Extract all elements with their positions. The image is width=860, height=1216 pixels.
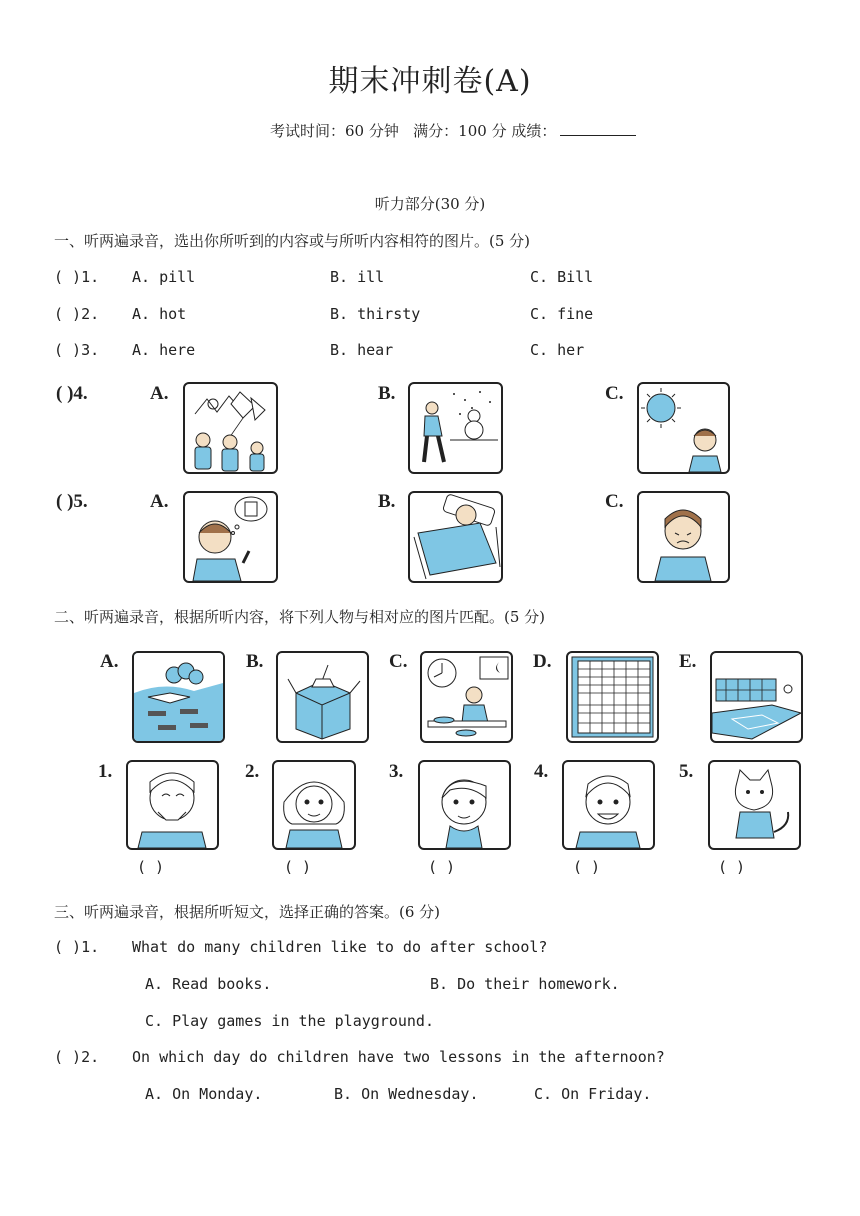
p2-answer-blank-4[interactable]: ( ) [573, 858, 601, 876]
sick-in-bed-picture[interactable] [408, 491, 503, 583]
listening-title: 听力部分(30 分) [374, 195, 486, 213]
p2-scene-label-d: D. [533, 651, 552, 672]
sun-girl-picture[interactable] [637, 382, 730, 474]
page-title: 期末冲刺卷(A) [328, 64, 532, 99]
exam-grade-label: 成绩： [511, 122, 557, 140]
p1-q1-option-a[interactable]: A. pill [132, 268, 196, 286]
p2-scene-label-c: C. [389, 651, 408, 672]
p2-person-label-4: 4. [534, 761, 549, 782]
p1-q5-num: ( )5. [56, 491, 88, 512]
person-4-smiling-boy[interactable] [562, 760, 655, 850]
p1-q4-label-a: A. [150, 383, 169, 404]
p3-q1-option-b[interactable]: B. Do their homework. [430, 975, 620, 993]
p1-q3-num: ( )3. [54, 341, 100, 359]
snowman-boy-picture[interactable] [408, 382, 503, 474]
p1-q1-option-c[interactable]: C. Bill [530, 268, 594, 286]
clock-eating-scene[interactable] [420, 651, 513, 743]
crying-boy-picture[interactable] [637, 491, 730, 583]
p1-q3-option-b[interactable]: B. hear [330, 341, 394, 359]
toy-car-box-scene[interactable] [276, 651, 369, 743]
p3-q2-num: ( )2. [54, 1048, 100, 1066]
thirsty-boy-picture[interactable] [183, 491, 278, 583]
p2-person-label-1: 1. [98, 761, 113, 782]
p3-q2-option-a[interactable]: A. On Monday. [145, 1085, 263, 1103]
p1-q4-label-b: B. [378, 383, 396, 404]
p2-person-label-5: 5. [679, 761, 694, 782]
p1-q4-label-c: C. [605, 383, 624, 404]
exam-full-score: 满分：100 分 [413, 122, 507, 140]
p1-q5-label-a: A. [150, 491, 169, 512]
p2-person-label-3: 3. [389, 761, 404, 782]
p2-answer-blank-2[interactable]: ( ) [284, 858, 312, 876]
p3-q1-option-c[interactable]: C. Play games in the playground. [145, 1012, 434, 1030]
p1-q3-option-a[interactable]: A. here [132, 341, 196, 359]
person-3-boy[interactable] [418, 760, 511, 850]
p2-answer-blank-3[interactable]: ( ) [428, 858, 456, 876]
p2-scene-label-e: E. [679, 651, 697, 672]
part2-heading: 二、听两遍录音，根据所听内容，将下列人物与相对应的图片匹配。(5 分) [54, 608, 546, 626]
p1-q2-option-a[interactable]: A. hot [132, 305, 187, 323]
p3-q2-option-c[interactable]: C. On Friday. [534, 1085, 652, 1103]
exam-time: 考试时间：60 分钟 [270, 122, 399, 140]
p2-answer-blank-5[interactable]: ( ) [718, 858, 746, 876]
p1-q1-option-b[interactable]: B. ill [330, 268, 385, 286]
p1-q4-num: ( )4. [56, 383, 88, 404]
grade-blank[interactable] [560, 121, 636, 136]
p3-q1-text: What do many children like to do after school? [132, 938, 548, 956]
p1-q5-label-c: C. [605, 491, 624, 512]
p3-q2-text: On which day do children have two lessons in the afternoon? [132, 1048, 665, 1066]
person-1-laughing-boy[interactable] [126, 760, 219, 850]
kite-children-picture[interactable] [183, 382, 278, 474]
p2-person-label-2: 2. [245, 761, 260, 782]
part3-heading: 三、听两遍录音，根据所听短文，选择正确的答案。(6 分) [54, 903, 441, 921]
p3-q1-num: ( )1. [54, 938, 100, 956]
person-2-girl[interactable] [272, 760, 356, 850]
timetable-scene[interactable] [566, 651, 659, 743]
person-5-cat[interactable] [708, 760, 801, 850]
exam-meta [270, 120, 636, 141]
school-playground-scene[interactable] [710, 651, 803, 743]
p3-q1-option-a[interactable]: A. Read books. [145, 975, 272, 993]
lake-boats-scene[interactable] [132, 651, 225, 743]
p1-q2-option-c[interactable]: C. fine [530, 305, 594, 323]
p1-q1-num: ( )1. [54, 268, 100, 286]
p1-q2-num: ( )2. [54, 305, 100, 323]
p1-q5-label-b: B. [378, 491, 396, 512]
p2-answer-blank-1[interactable]: ( ) [137, 858, 165, 876]
p2-scene-label-a: A. [100, 651, 119, 672]
part1-heading: 一、听两遍录音，选出你所听到的内容或与所听内容相符的图片。(5 分) [54, 232, 531, 250]
p3-q2-option-b[interactable]: B. On Wednesday. [334, 1085, 479, 1103]
p1-q2-option-b[interactable]: B. thirsty [330, 305, 421, 323]
p1-q3-option-c[interactable]: C. her [530, 341, 585, 359]
p2-scene-label-b: B. [246, 651, 264, 672]
